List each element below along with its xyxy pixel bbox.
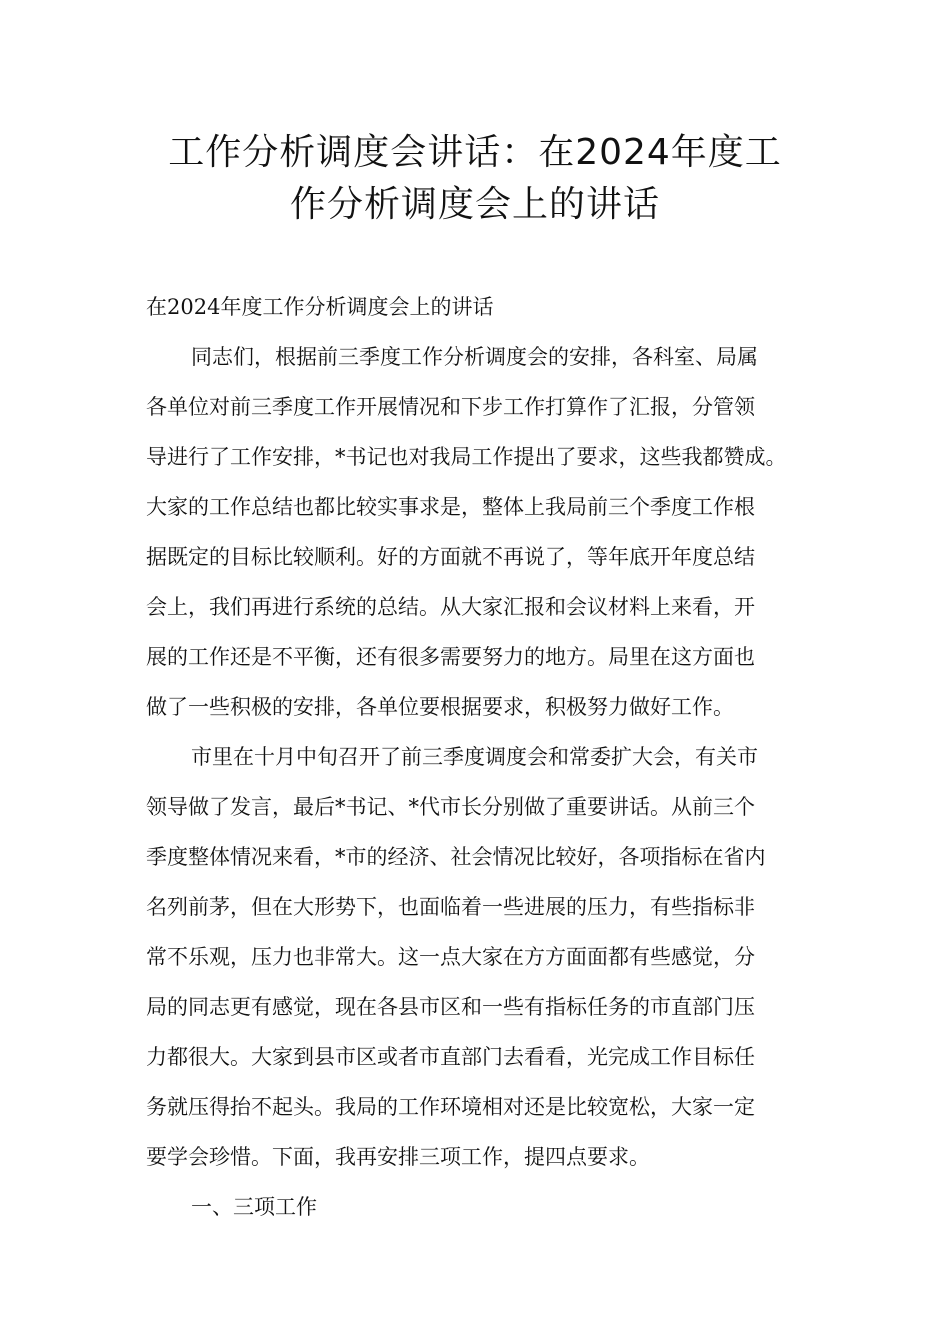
paragraph-line: 名列前茅，但在大形势下，也面临着一些进展的压力，有些指标非 [146,895,755,919]
title-line: 工作分析调度会讲话：在2024年度工 [168,132,782,173]
paragraph-line: 同志们，根据前三季度工作分析调度会的安排，各科室、局属 [191,345,758,369]
document-body [146,282,826,1232]
paragraph-line: 力都很大。大家到县市区或者市直部门去看看，光完成工作目标任 [146,1045,755,1069]
subtitle-line: 在2024年度工作分析调度会上的讲话 [146,295,494,319]
paragraph-line: 务就压得抬不起头。我局的工作环境相对还是比较宽松，大家一定 [146,1095,755,1119]
paragraph-line: 要学会珍惜。下面，我再安排三项工作，提四点要求。 [146,1145,650,1169]
paragraph-line: 季度整体情况来看，*市的经济、社会情况比较好，各项指标在省内 [146,845,766,869]
paragraph-line: 局的同志更有感觉，现在各县市区和一些有指标任务的市直部门压 [146,995,755,1019]
paragraph-line: 大家的工作总结也都比较实事求是，整体上我局前三个季度工作根 [146,495,755,519]
paragraph-line: 各单位对前三季度工作开展情况和下步工作打算作了汇报，分管领 [146,395,755,419]
section-heading-line: 一、三项工作 [191,1195,317,1219]
paragraph-line: 做了一些积极的安排，各单位要根据要求，积极努力做好工作。 [146,695,734,719]
paragraph-line: 会上，我们再进行系统的总结。从大家汇报和会议材料上来看，开 [146,595,755,619]
paragraph-line: 展的工作还是不平衡，还有很多需要努力的地方。局里在这方面也 [146,645,755,669]
title-line: 作分析调度会上的讲话 [289,184,660,225]
paragraph-2 [146,732,826,1182]
section-heading [146,1182,826,1232]
paragraph-line: 领导做了发言，最后*书记、*代市长分别做了重要讲话。从前三个 [146,795,755,819]
document-title [60,127,890,231]
paragraph-line: 导进行了工作安排，*书记也对我局工作提出了要求，这些我都赞成。 [146,445,787,469]
paragraph-line: 常不乐观，压力也非常大。这一点大家在方方面面都有些感觉，分 [146,945,755,969]
paragraph-line: 市里在十月中旬召开了前三季度调度会和常委扩大会，有关市 [191,745,758,769]
document-subtitle [146,282,826,332]
paragraph-line: 据既定的目标比较顺利。好的方面就不再说了，等年底开年度总结 [146,545,755,569]
paragraph-1 [146,332,826,732]
